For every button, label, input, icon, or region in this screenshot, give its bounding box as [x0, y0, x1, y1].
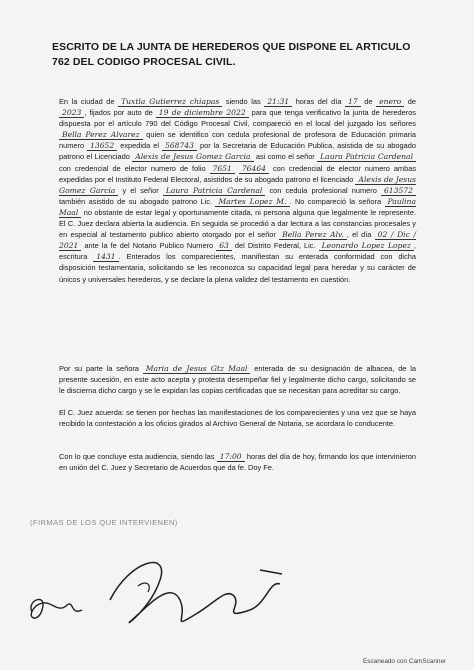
text: que da fe. Doy Fe.	[213, 463, 274, 473]
handwritten-albacea: Maria de Jesus Gtz Maal	[143, 364, 251, 374]
text: , escritura	[59, 241, 416, 262]
handwritten-month: enero	[376, 97, 404, 107]
paragraph-hearing	[59, 96, 416, 285]
handwritten-cedula-2: 613572	[381, 186, 416, 196]
handwritten-notary-number: 63	[216, 241, 232, 251]
text: En la ciudad de	[59, 97, 115, 106]
text: , el día	[346, 230, 372, 240]
text: con credencial de elector numero de folio	[59, 163, 206, 173]
handwritten-notary-lic: Leonardo Lopez Lopez	[319, 241, 414, 251]
document-title: ESCRITO DE LA JUNTA DE HEREDEROS QUE DISPONE EL ARTICULO 762 DEL CODIGO PROCESAL CIVIL.	[52, 41, 411, 68]
handwritten-testament-date: 02 / Dic / 2021	[59, 230, 416, 251]
handwritten-city: Tuxtla Gutierrez chiapas	[118, 97, 222, 107]
text: Por su parte la señora	[59, 364, 139, 373]
text: con credencial de elector numero ambas expedidas por el Instituto Federal Electoral, asistidos de su abogado patrono el licenciado	[59, 163, 417, 184]
handwritten-escritura: 1431	[93, 252, 118, 262]
text: , fijados por auto de	[84, 108, 153, 118]
paragraph-closing	[59, 451, 416, 473]
paragraph-judge-agreement: El C. Juez acuerda: se tienen por hechas las manifestaciones de los comparecientes y una vez que se haya recibido la contestación a los oficios girados al Archivo General de Notaria, se acordara lo conducente.	[59, 408, 416, 429]
text: para que tenga verificativo la junta de herederos dispuesta por el artículo 790 del Código Procesal Civil, compareció en el local del juzgado los señores	[59, 108, 416, 129]
handwritten-lawyer: Alexis de Jesus Gomez Garcia	[132, 152, 253, 162]
handwritten-absent: Paulina Maal	[59, 196, 416, 217]
text: de	[407, 97, 416, 106]
handwritten-granted-by: Bella Perez Alv.	[279, 230, 347, 240]
handwritten-time: 21:31	[264, 97, 292, 107]
text: con cedula profesional numero	[269, 185, 377, 195]
handwritten-cedula-number: 568743	[162, 141, 197, 151]
handwritten-folio-2: 76464	[239, 164, 269, 174]
text: horas del día de hoy, firmando los que intervinieron en unión del C. Juez y Secretario de Acuerdos	[59, 452, 416, 473]
handwritten-heirs: Bella Perez Alvarez	[59, 130, 143, 140]
handwritten-folio: 7651	[210, 164, 235, 174]
text: enterada de su designación de albacea, de la presente sucesión, en este acto acepta y protesta desempeñar fiel y legalmente dicho cargo, solicitando se le discierna dicho cargo y se le expidan las copias certificadas que se necesitan para acreditar su cargo.	[59, 364, 417, 396]
handwritten-witness-2: Laura Patricia Cardenal	[163, 186, 265, 196]
text: y el señor	[122, 185, 159, 195]
text: asi como el señor	[255, 152, 315, 162]
text: . No compareció la señora	[289, 196, 382, 206]
handwritten-year: 2023	[59, 108, 84, 118]
handwritten-signatures	[20, 540, 310, 640]
text: horas del día	[295, 97, 342, 106]
text: también asistido de su abogado patrono Lic.	[59, 196, 213, 206]
handwritten-auto-date: 19 de diciembre 2022	[156, 108, 249, 118]
handwritten-lawyer-2: Alexis de Jesus Gomez Garcia	[59, 174, 416, 195]
handwritten-cedula: 13652	[87, 141, 117, 151]
handwritten-day: 17	[345, 97, 361, 107]
handwritten-witness: Laura Patricia Cardenal	[317, 152, 416, 162]
text: ante la fe del Notario Publico Numero	[84, 241, 214, 251]
text: quien se identifico con cedula profesional de profesora de Educación primaria numero	[59, 130, 416, 151]
text: siendo las	[225, 97, 261, 106]
text: no obstante de estar legal y oportunamente citada, ni persona alguna que legalmente le represente. El C. Juez declara abierta la audiencia. En seguida se procedió a dar lectura a las constancias procesales y en especial al testamento publico abierto otorgado por el señor	[59, 207, 416, 240]
paragraph-albacea	[59, 363, 416, 396]
text: Con lo que concluye esta audiencia, siendo las	[59, 452, 215, 461]
handwritten-notary: Martes Lopez M.	[215, 197, 289, 207]
signatures-label: (FIRMAS DE LOS QUE INTERVIENEN)	[30, 518, 178, 527]
text: expedida el	[120, 141, 159, 151]
text: . Enterados los comparecientes, manifiestan su enterada conformidad con dicha disposición testamentaria, solicitando se les reconozca su capacidad legal para heredar y su carácter de únicos y universales herederos, y se declare la plena validez del testamento en cuestión.	[59, 252, 416, 284]
scanner-watermark: Escaneado con CamScanner	[363, 658, 447, 665]
text: de	[364, 97, 373, 106]
text: por la Secretaria de Educación Publica, asistida de su abogado patrono el Licenciado	[59, 141, 416, 162]
handwritten-end-time: 17:00	[217, 452, 245, 462]
text: del Distrito Federal, Lic.	[234, 241, 316, 251]
